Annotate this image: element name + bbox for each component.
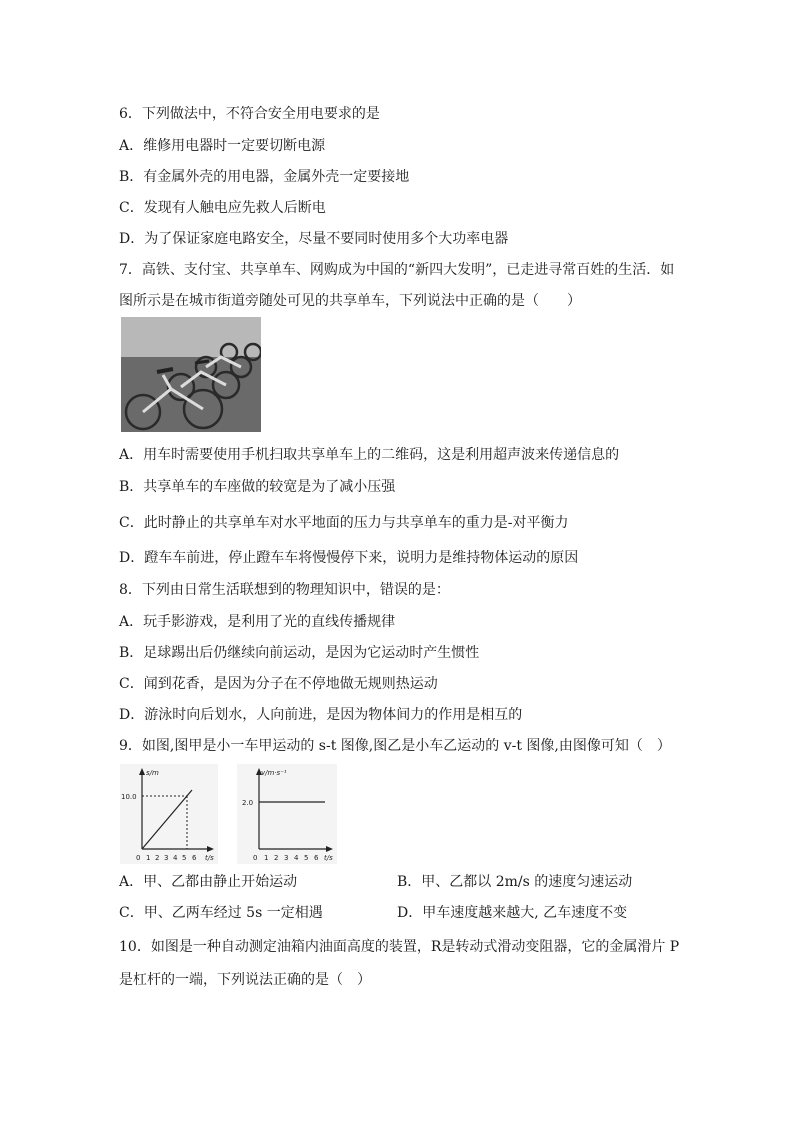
vt-xtick: 4	[294, 854, 299, 862]
q8-option-a: A．玩手影游戏，是利用了光的直线传播规律	[119, 614, 396, 630]
q10-stem-line2: 是杠杆的一端，下列说法正确的是（ ）	[119, 972, 371, 988]
st-xtick: 3	[164, 854, 169, 862]
vt-xtick: 2	[274, 854, 279, 862]
q8-option-c: C．闻到花香，是因为分子在不停地做无规则热运动	[119, 676, 438, 692]
st-xtick: 4	[173, 854, 178, 862]
q8-option-d: D．游泳时向后划水，人向前进，是因为物体间力的作用是相互的	[119, 707, 523, 723]
vt-xtick: 1	[264, 854, 269, 862]
st-xtick: 5	[182, 854, 187, 862]
st-xtick: 0	[136, 854, 141, 862]
v-t-graph	[237, 764, 337, 868]
q10-stem-line1: 10．如图是一种自动测定油箱内油面高度的装置，R是转动式滑动变阻器，它的金属滑片 P	[119, 939, 680, 955]
q9-option-d: D．甲车速度越来越大, 乙车速度不变	[397, 905, 628, 921]
st-xlabel: t/s	[205, 854, 214, 862]
q6-option-d: D．为了保证家庭电路安全，尽量不要同时使用多个大功率电器	[119, 231, 509, 247]
st-ylabel: s/m	[146, 769, 159, 777]
q8-stem: 8．下列由日常生活联想到的物理知识中，错误的是：	[119, 582, 450, 598]
q9-option-a: A．甲、乙都由静止开始运动	[119, 874, 298, 890]
q7-option-a: A．用车时需要使用手机扫取共享单车上的二维码，这是利用超声波来传递信息的	[119, 447, 620, 463]
q9-stem: 9．如图,图甲是小一车甲运动的 s-t 图像,图乙是小车乙运动的 v-t 图像,由图像可知（ ）	[119, 738, 671, 754]
vt-xlabel: t/s	[324, 854, 333, 862]
vt-ylabel: v/m·s⁻¹	[261, 769, 287, 777]
vt-xtick: 5	[304, 854, 309, 862]
q7-option-c: C．此时静止的共享单车对水平地面的压力与共享单车的重力是-对平衡力	[119, 515, 569, 531]
q7-option-b: B．共享单车的车座做的较宽是为了减小压强	[119, 479, 396, 495]
vt-xtick: 3	[284, 854, 289, 862]
st-xtick: 2	[155, 854, 160, 862]
q9-option-c: C．甲、乙两车经过 5s 一定相遇	[119, 905, 323, 921]
q6-option-b: B．有金属外壳的用电器，金属外壳一定要接地	[119, 169, 410, 185]
shared-bikes-photo	[121, 317, 261, 432]
vt-xtick: 0	[253, 854, 258, 862]
q6-stem: 6．下列做法中，不符合安全用电要求的是	[119, 106, 380, 122]
vt-xtick: 6	[314, 854, 319, 862]
vt-ytick: 2.0	[242, 799, 254, 807]
q6-option-c: C．发现有人触电应先救人后断电	[119, 200, 326, 216]
st-xtick: 1	[146, 854, 151, 862]
st-ytick: 10.0	[121, 793, 137, 801]
q9-option-b: B．甲、乙都以 2m/s 的速度匀速运动	[397, 874, 633, 890]
q6-option-a: A．维修用电器时一定要切断电源	[119, 138, 326, 154]
q8-option-b: B．足球踢出后仍继续向前运动，是因为它运动时产生惯性	[119, 645, 480, 661]
q7-stem-line2: 图所示是在城市街道旁随处可见的共享单车，下列说法中正确的是（ ）	[119, 293, 581, 309]
q7-option-d: D．蹬车车前进，停止蹬车车将慢慢停下来，说明力是维持物体运动的原因	[119, 550, 579, 566]
st-xtick: 6	[192, 854, 197, 862]
s-t-graph	[120, 764, 218, 868]
q7-stem-line1: 7．高铁、支付宝、共享单车、网购成为中国的“新四大发明”，已走进寻常百姓的生活．如	[119, 262, 675, 278]
